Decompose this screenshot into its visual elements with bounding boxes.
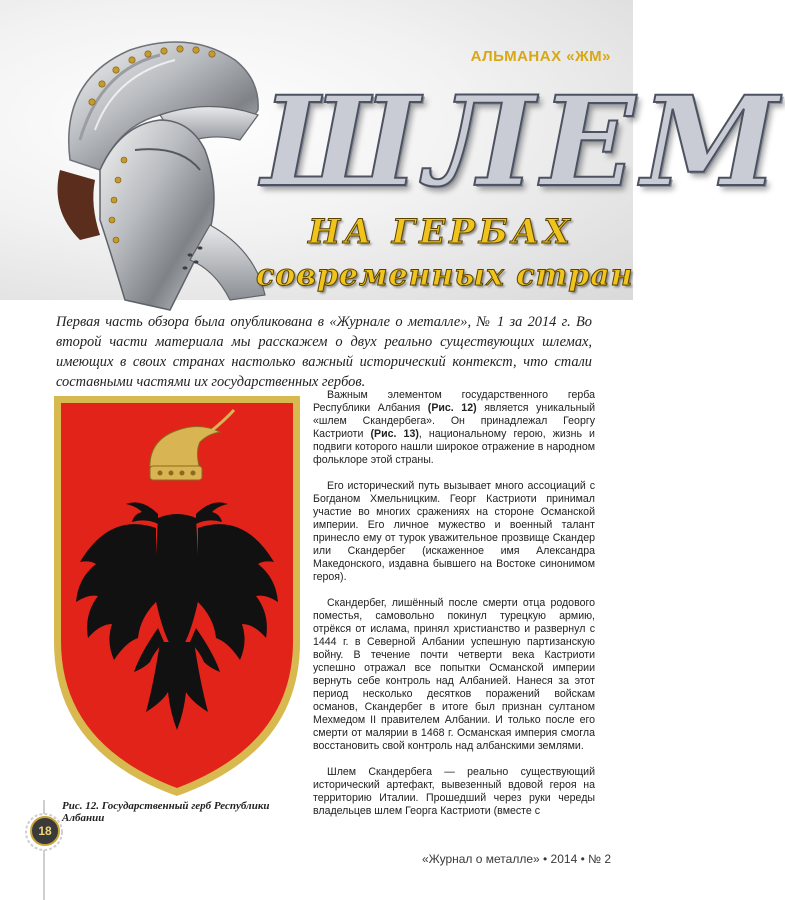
article-paragraph: Важным элементом государственного герба Республики Албания (Рис. 12) является уникальный «шлем Скандербега». Он принадлежал Георгу Кастриоти (Рис. 13), национальному герою, жизнь и подвиги которого нашли широкое отражение в народном фольклоре этой страны. xyxy=(313,389,596,466)
header-banner xyxy=(0,0,785,300)
subtitle-line-1: НА ГЕРБАХ xyxy=(308,212,574,252)
figure-reference: (Рис. 12) xyxy=(427,402,477,414)
article-paragraph: Скандербег, лишённый после смерти отца родового поместья, самовольно покинул турецкую армию, отрёкся от ислама, принял христианство и развернул с 1444 г. в Северной Албании успешную партизанскую войну. В течение почти четверти века Кастриоти успешно отражал все попытки Османской империи вернуть себе контроль над Албанией. Нанеся за этот период несколько десятков поражений войскам османов, Скандербег в итоге был признан султаном Мехмедом II правителем Албании. И только после его смерти от малярии в 1468 г. Османская империя смогла восстановить свой контроль над албанскими землями. xyxy=(313,597,595,752)
article-column xyxy=(313,389,595,831)
page-number: 18 xyxy=(30,816,60,846)
ornament-decoration xyxy=(24,800,64,900)
albania-coat-of-arms-image xyxy=(50,392,304,800)
figure-reference: (Рис. 13) xyxy=(370,428,419,440)
knight-helmet-image xyxy=(40,20,280,300)
footer-journal-info: «Журнал о металле» • 2014 • № 2 xyxy=(421,852,611,866)
figure-caption: Рис. 12. Государственный герб Республики Албании xyxy=(62,800,270,824)
lead-paragraph: Первая часть обзора была опубликована в «Журнале о металле», № 1 за 2014 г. Во второй части материала мы расскажем о двух реально существующих шлемах, имеющих в своих странах настолько важный исторический контекст, что стали составными частями их государственных гербов. xyxy=(56,314,592,390)
article-paragraph: Его исторический путь вызывает много ассоциаций с Богданом Хмельницким. Георг Кастриоти принимал участие во многих сражениях на стороне Османской империи. Его личное мужество и военный талант принесло ему от турок уважительное прозвище Скандер или Скандербег (искаженное имя Александра Македонского, издавна бывшего на Востоке синонимом героя). xyxy=(313,480,595,583)
almanac-label: АЛЬМАНАХ «ЖМ» xyxy=(470,48,611,65)
page-title: ШЛЕМ xyxy=(262,70,785,215)
article-paragraph: Шлем Скандербега — реально существующий исторический артефакт, вывезенный вдовой героя на территорию Италии. Прошедший через руки череды владельцев шлем Георга Кастриоти (вместе с xyxy=(313,766,595,817)
subtitle-line-2: современных стран xyxy=(256,258,634,293)
